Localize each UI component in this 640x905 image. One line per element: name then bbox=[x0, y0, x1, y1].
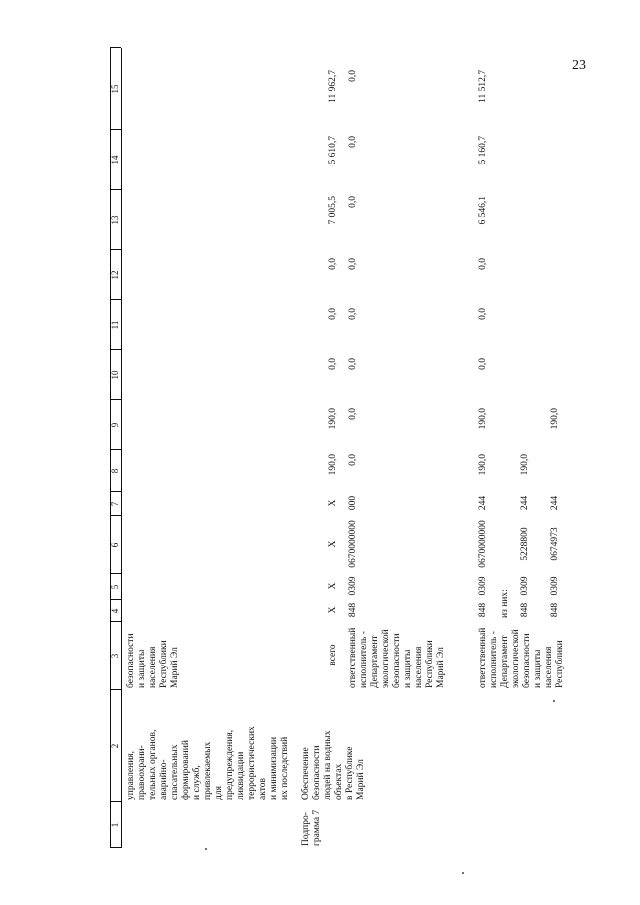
header-column-number: 12 bbox=[110, 270, 120, 280]
cell-c4: 848 bbox=[478, 602, 488, 618]
row-total-resp bbox=[328, 622, 339, 688]
text-line: населения bbox=[544, 646, 554, 688]
header-column-number: 6 bbox=[110, 542, 120, 548]
cell-c13: 6 546,1 bbox=[478, 196, 488, 225]
cell-c11: 0,0 bbox=[478, 308, 488, 320]
cell-c10: 0,0 bbox=[478, 358, 488, 370]
cell-c12: 0,0 bbox=[328, 258, 338, 270]
cell-c5: X bbox=[328, 582, 338, 590]
cell-c13: 0,0 bbox=[348, 196, 358, 208]
cell-c11: 0,0 bbox=[348, 308, 358, 320]
text-line: управления, bbox=[126, 750, 136, 800]
cell-c8: 190,0 bbox=[328, 454, 338, 476]
row-responsible-resp bbox=[348, 622, 447, 688]
cell-c6: 0670000000 bbox=[478, 520, 488, 568]
subprogram-name bbox=[301, 693, 367, 800]
continued-name-cell bbox=[126, 693, 291, 800]
header-column-number: 9 bbox=[110, 422, 120, 428]
text-line: и защиты bbox=[533, 649, 543, 688]
cell-c14: 0,0 bbox=[348, 136, 358, 148]
text-line: спасательных bbox=[170, 744, 180, 800]
header-column-number: 8 bbox=[110, 468, 120, 474]
text-line: и защиты bbox=[403, 649, 413, 688]
text-line: безопасности bbox=[312, 745, 322, 800]
text-line: Марий Эл bbox=[356, 759, 366, 800]
cell-c6: 5228800 bbox=[520, 527, 530, 561]
rotated-table bbox=[110, 48, 640, 848]
cell-c13: 7 005,5 bbox=[328, 196, 338, 225]
text-line: всего bbox=[328, 644, 338, 666]
text-line: людей на водных bbox=[323, 730, 333, 800]
of-which-label: из них: bbox=[500, 589, 510, 618]
cell-c4: X bbox=[328, 606, 338, 614]
header-column-number: 7 bbox=[110, 501, 120, 507]
scan-speck bbox=[205, 848, 207, 850]
cell-c7: 000 bbox=[348, 495, 358, 511]
text-line: Департамент bbox=[370, 635, 380, 688]
header-column-number: 5 bbox=[110, 584, 120, 590]
text-line: ответственный bbox=[478, 627, 488, 688]
cell-c12: 0,0 bbox=[478, 258, 488, 270]
cell-c6: 0674973 bbox=[550, 527, 560, 561]
header-bottom-rule bbox=[121, 48, 122, 848]
cell-c9: 0,0 bbox=[348, 408, 358, 420]
cell-c5: 0309 bbox=[478, 576, 488, 596]
text-line: в Республике bbox=[345, 746, 355, 800]
cell-c15: 11 512,7 bbox=[478, 70, 488, 103]
text-line: и служб, bbox=[192, 765, 202, 800]
text-line: безопасности bbox=[126, 633, 136, 688]
text-line: Республики bbox=[555, 640, 565, 688]
cell-c4: 848 bbox=[550, 602, 560, 618]
cell-c15: 0,0 bbox=[348, 70, 358, 82]
cell-c5: 0309 bbox=[348, 576, 358, 596]
header-column-number: 13 bbox=[110, 215, 120, 225]
text-line: Департамент bbox=[500, 635, 510, 688]
text-line: привлекаемых bbox=[203, 741, 213, 800]
cell-c14: 5 610,7 bbox=[328, 136, 338, 165]
text-line: тельных органов, bbox=[148, 729, 158, 800]
header-column-number: 2 bbox=[110, 743, 120, 749]
text-line: и защиты bbox=[137, 649, 147, 688]
cell-c7: 244 bbox=[550, 495, 560, 511]
text-line: населения bbox=[148, 646, 158, 688]
cell-c7: X bbox=[328, 499, 338, 507]
text-line: правоохрани- bbox=[137, 745, 147, 800]
text-line: безопасности bbox=[522, 633, 532, 688]
cell-c5: 0309 bbox=[520, 576, 530, 596]
text-line: ответственный bbox=[348, 627, 358, 688]
cell-c9: 190,0 bbox=[478, 408, 488, 430]
text-line: предупреждения, bbox=[225, 729, 235, 800]
text-line: Марий Эл bbox=[170, 647, 180, 688]
text-line: Республики bbox=[425, 640, 435, 688]
row-responsible-244-resp bbox=[478, 622, 566, 688]
text-line: актов bbox=[258, 778, 268, 800]
text-line: формирований bbox=[181, 740, 191, 800]
header-column-number: 11 bbox=[110, 320, 120, 330]
cell-c10: 0,0 bbox=[328, 358, 338, 370]
text-line: и минимизации bbox=[269, 736, 279, 800]
scan-speck bbox=[462, 872, 464, 874]
text-line: для bbox=[214, 786, 224, 800]
text-line: аварийно- bbox=[159, 759, 169, 800]
cell-c8: 190,0 bbox=[478, 454, 488, 476]
text-line: Обеспечение bbox=[301, 747, 311, 800]
text-line: грамма 7 bbox=[312, 809, 322, 846]
cell-c8: 0,0 bbox=[348, 454, 358, 466]
text-line: Марий Эл bbox=[436, 647, 446, 688]
cell-c4: 848 bbox=[348, 602, 358, 618]
text-line: объектах bbox=[334, 763, 344, 800]
cell-c9: 190,0 bbox=[550, 408, 560, 430]
cell-c4: 848 bbox=[520, 602, 530, 618]
cell-c6: 0670000000 bbox=[348, 520, 358, 568]
cell-c14: 5 160,7 bbox=[478, 136, 488, 165]
cell-c6: X bbox=[328, 540, 338, 548]
text-line: ликвидации bbox=[236, 751, 246, 800]
cell-c7: 244 bbox=[520, 495, 530, 511]
text-line: террористических bbox=[247, 726, 257, 800]
cell-c11: 0,0 bbox=[328, 308, 338, 320]
header-column-number: 3 bbox=[110, 653, 120, 659]
header-column-number: 10 bbox=[110, 370, 120, 380]
cell-c8: 190,0 bbox=[520, 454, 530, 476]
page-number: 23 bbox=[572, 58, 586, 73]
cell-c9: 190,0 bbox=[328, 408, 338, 430]
cell-c12: 0,0 bbox=[348, 258, 358, 270]
cell-c10: 0,0 bbox=[348, 358, 358, 370]
text-line: исполнитель - bbox=[489, 631, 499, 688]
subprogram-label bbox=[301, 802, 323, 846]
text-line: их последствий bbox=[280, 736, 290, 800]
header-column-number: 4 bbox=[110, 608, 120, 614]
header-column-number: 15 bbox=[110, 84, 120, 94]
header-column-number: 1 bbox=[110, 822, 120, 828]
text-line: исполнитель - bbox=[359, 631, 369, 688]
text-line: населения bbox=[414, 646, 424, 688]
text-line: экологической bbox=[511, 629, 521, 688]
cell-c7: 244 bbox=[478, 495, 488, 511]
cell-c15: 11 962,7 bbox=[328, 70, 338, 103]
text-line: Подпро- bbox=[301, 812, 311, 846]
text-line: безопасности bbox=[392, 633, 402, 688]
cell-c5: 0309 bbox=[550, 576, 560, 596]
text-line: экологической bbox=[381, 629, 391, 688]
continued-resp-cell bbox=[126, 622, 181, 688]
header-column-number: 14 bbox=[110, 155, 120, 165]
scan-speck bbox=[553, 700, 555, 702]
text-line: Республики bbox=[159, 640, 169, 688]
